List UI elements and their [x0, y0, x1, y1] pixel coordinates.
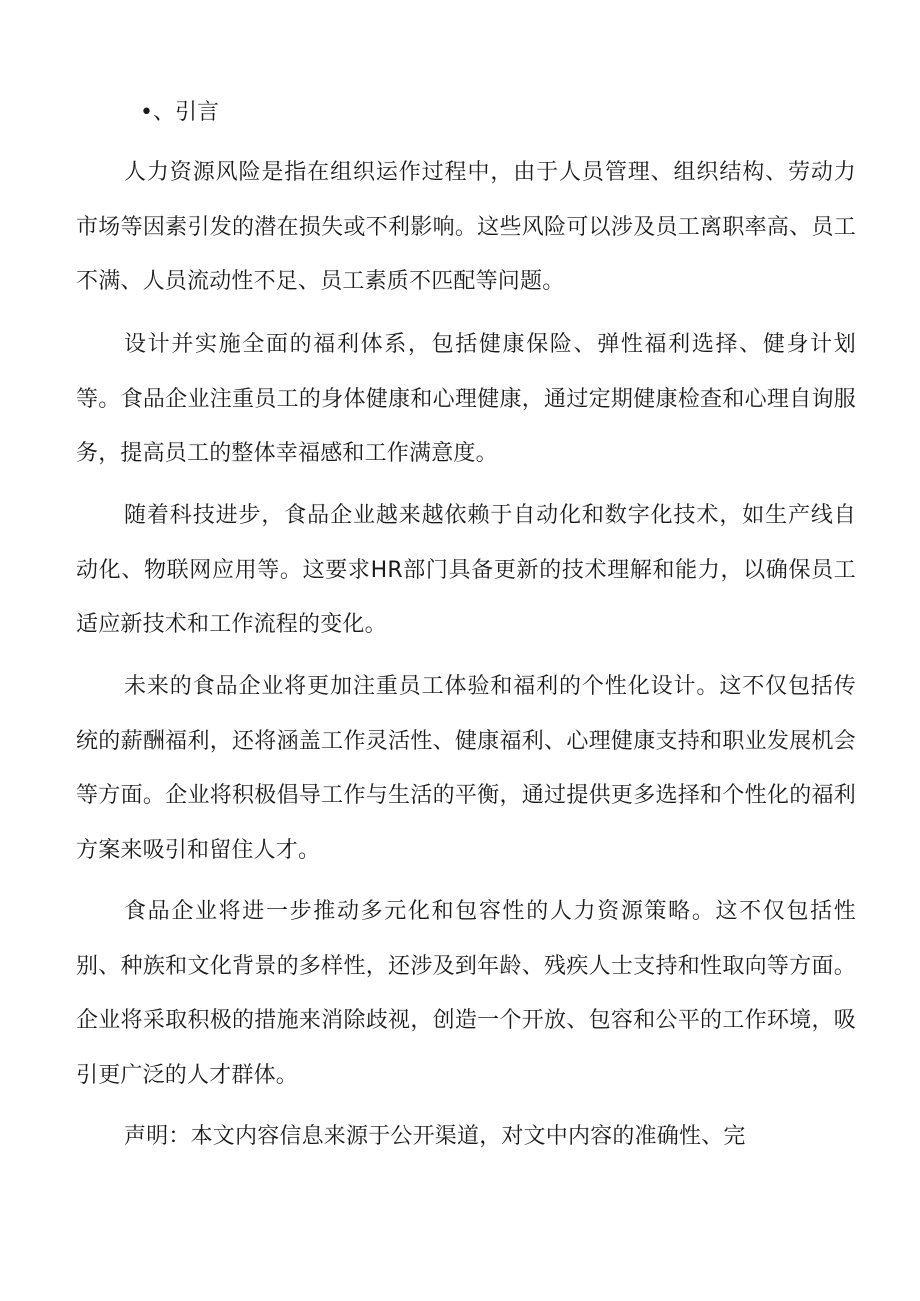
paragraph-employee-experience: 未来的食品企业将更加注重员工体验和福利的个性化设计。这不仅包括传统的薪酬福利，还将涵盖工作灵活性、健康福利、心理健康支持和职业发展机会等方面。企业将积极倡导工作与生活的平衡，通过提供更多选择和个性化的福利方案来吸引和留住人才。	[76, 674, 856, 863]
paragraph-hr-risk: 人力资源风险是指在组织运作过程中，由于人员管理、组织结构、劳动力市场等因素引发的潜在损失或不利影响。这些风险可以涉及员工离职率高、员工不满、人员流动性不足、员工素质不匹配等问题。	[76, 160, 856, 294]
paragraph-benefits-system: 设计并实施全面的福利体系，包括健康保险、弹性福利选择、健身计划等。食品企业注重员工的身体健康和心理健康，通过定期健康检查和心理自询服务，提高员工的整体幸福感和工作满意度。	[76, 332, 856, 466]
section-heading	[140, 96, 219, 130]
bullet-icon: •	[140, 100, 153, 125]
paragraph-diversity: 食品企业将进一步推动多元化和包容性的人力资源策略。这不仅包括性别、种族和文化背景的多样性，还涉及到年龄、残疾人士支持和性取向等方面。企业将采取积极的措施来消除歧视，创造一个开放、包容和公平的工作环境，吸引更广泛的人才群体。	[76, 899, 856, 1088]
heading-text: 、引言	[152, 100, 219, 125]
paragraph-disclaimer: 声明：本文内容信息来源于公开渠道，对文中内容的准确性、完	[124, 1124, 746, 1149]
paragraph-technology: 随着科技进步，食品企业越来越依赖于自动化和数字化技术，如生产线自动化、物联网应用等。这要求HR部门具备更新的技术理解和能力，以确保员工适应新技术和工作流程的变化。	[76, 503, 856, 637]
